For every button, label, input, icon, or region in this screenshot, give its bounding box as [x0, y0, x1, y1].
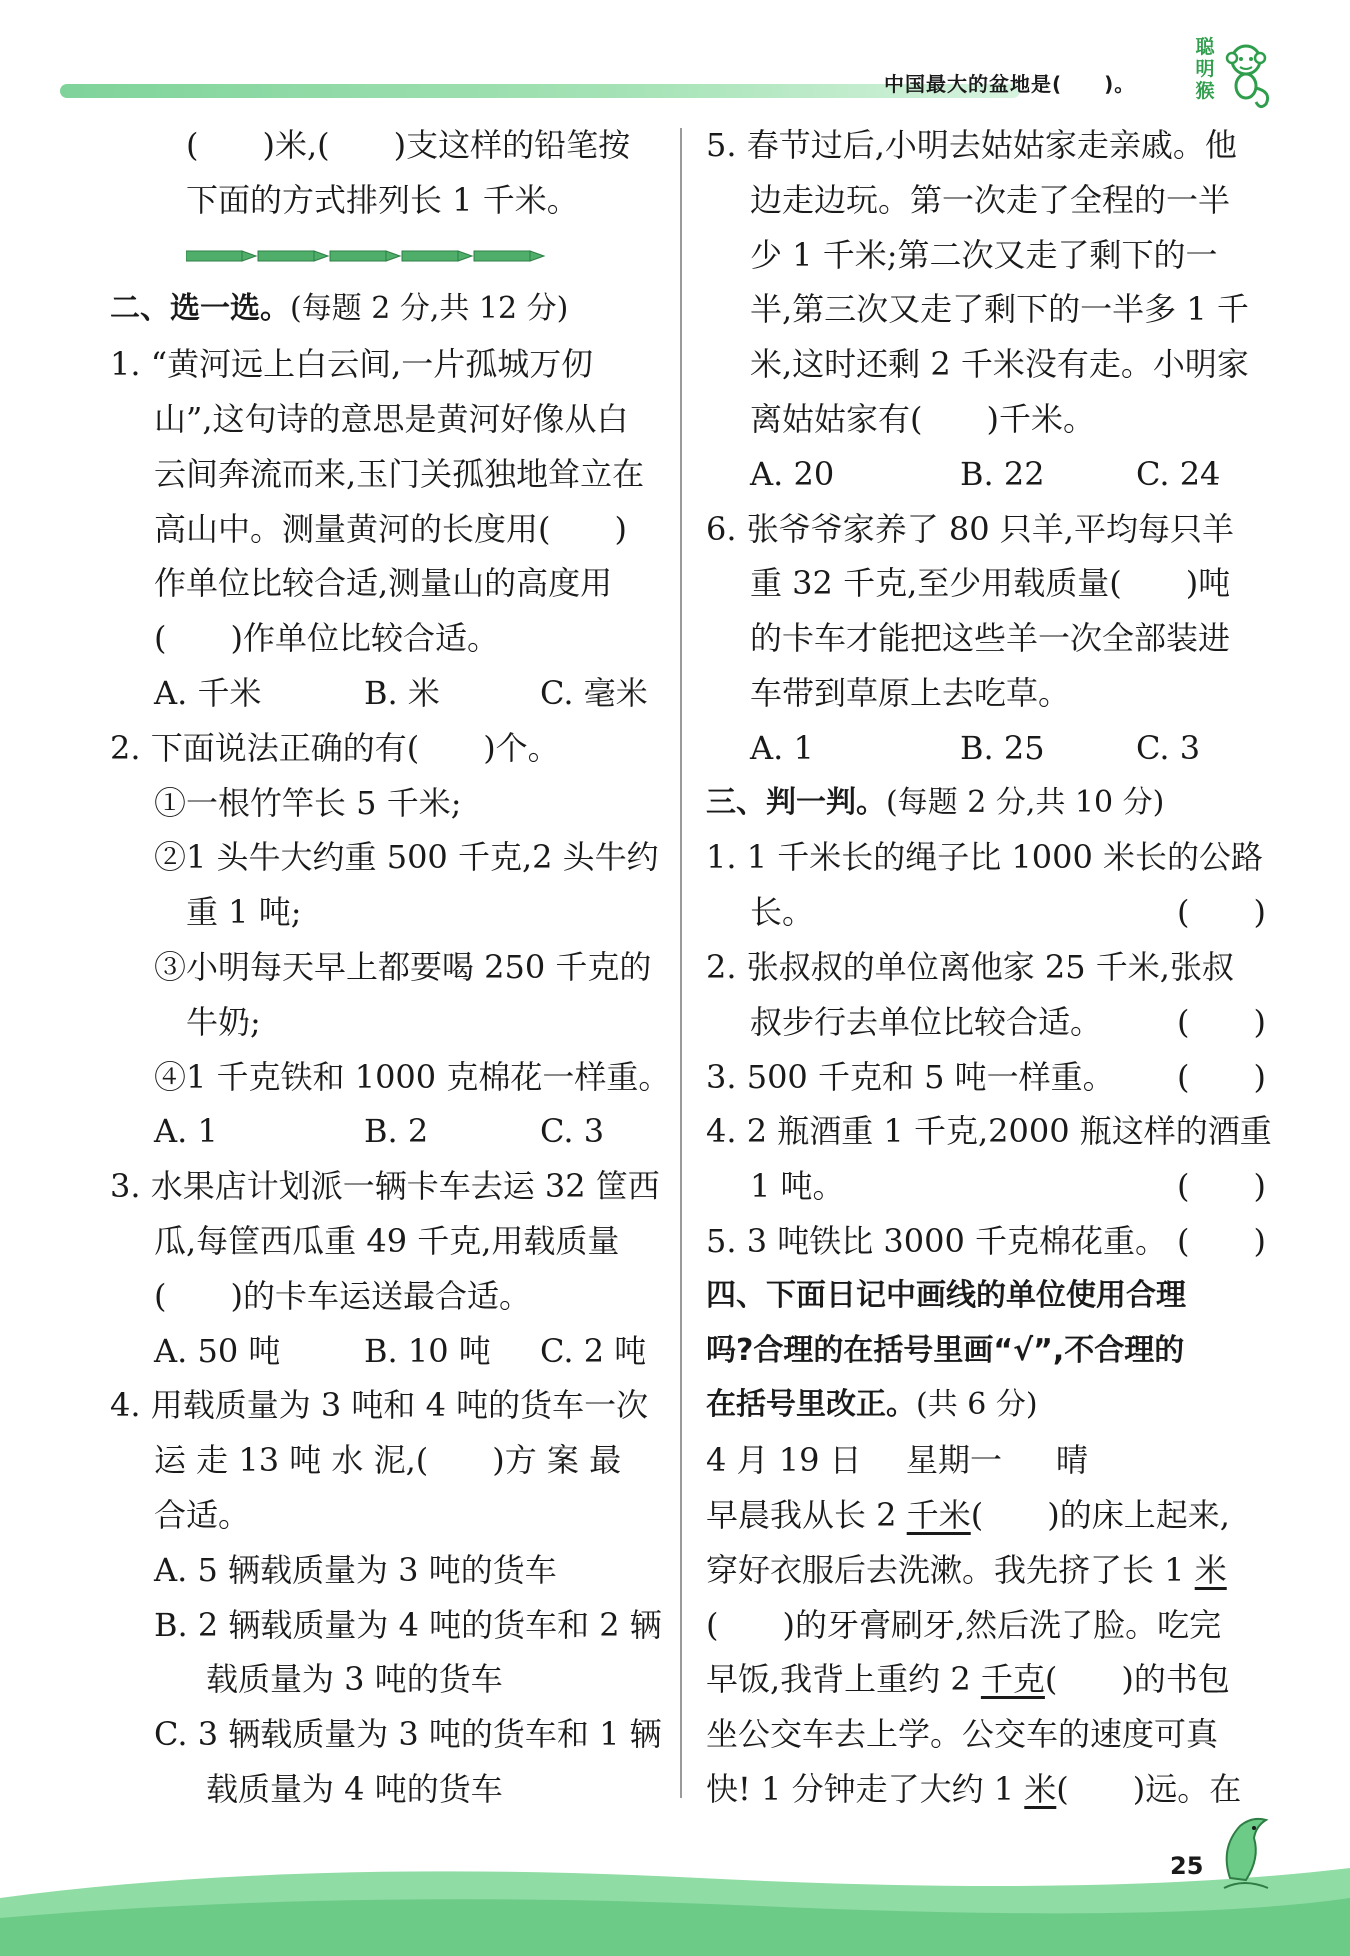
answer-paren: ( ) — [1177, 1002, 1266, 1041]
answer-paren: ( ) — [1177, 1167, 1266, 1206]
option-cont: 载质量为 3 吨的货车 — [206, 1660, 503, 1699]
right-column — [706, 118, 1272, 1817]
answer-paren: ( ) — [1177, 1057, 1266, 1096]
q2-options — [110, 1104, 670, 1159]
intro-line: 下面的方式排列长 1 千米。 — [186, 180, 579, 219]
page-number: 25 — [1170, 1852, 1204, 1880]
header-question: 中国最大的盆地是( )。 — [884, 72, 1136, 96]
option: A. 1 — [750, 728, 814, 767]
q5-options — [706, 447, 1266, 502]
column-divider — [680, 128, 682, 1798]
option: C. 毫米 — [540, 673, 648, 712]
answer-paren: ( ) — [1177, 893, 1266, 932]
q6-options — [706, 721, 1266, 776]
left-column — [110, 118, 670, 1817]
brand-logo — [1190, 36, 1274, 112]
underlined-unit: 千米 — [906, 1495, 971, 1534]
q1-options — [110, 666, 670, 721]
question-1: 1. “黄河远上白云间,一片孤城万仞 山”,这句诗的意思是黄河好像从白 云间奔流而来,玉门关孤独地耸立在 高山中。测量黄河的长度用( ) 作单位比较合适,测量山的高度用 ( )作单位比较合适。 A. 千米 B. 米 C. 毫米 — [110, 337, 670, 721]
section3-heading: 三、判一判。(每题 2 分,共 10 分) — [706, 784, 1165, 820]
underlined-unit: 米 — [1194, 1550, 1227, 1589]
footer-wave — [0, 1858, 1350, 1956]
option: A. 千米 — [154, 673, 262, 712]
diary: 4 月 19 日 星期一 晴 早晨我从长 2 千米( )的床上起来, 穿好衣服后去洗漱。我先挤了长 1 米 ( )的牙膏刷牙,然后洗了脸。吃完 早饭,我背上重约 2 千克( )的书包 坐公交车去上学。公交车的速度可真 快! 1 分钟走了大约 1 米( )远。在 — [706, 1433, 1266, 1817]
question-3: 3. 水果店计划派一辆卡车去运 32 筐西 瓜,每筐西瓜重 49 千克,用载质量 ( )的卡车运送最合适。 A. 50 吨 B. 10 吨 C. 2 吨 — [110, 1159, 670, 1378]
pencil-row — [110, 228, 670, 283]
option: C. 3 — [1136, 728, 1201, 767]
brand-text: 聪 明 猴 — [1195, 36, 1215, 102]
header-band — [60, 84, 1020, 98]
option: A. 20 — [750, 454, 835, 493]
judge-list: 1. 1 千米长的绳子比 1000 米长的公路 长。 ( ) 2. 张叔叔的单位离他家 25 千米,张叔 叔步行去单位比较合适。 ( ) 3. 500 千克和 5 吨一样重。 ( ) 4. 2 瓶酒重 1 千克,2000 瓶这样的酒重 1 吨。 ( ) 5. 3 吨铁比 3000 千克棉花重。 ( ) — [706, 830, 1266, 1268]
diary-date-line: 4 月 19 日 星期一 晴 — [706, 1441, 1089, 1480]
option: C. 24 — [1136, 454, 1221, 493]
monkey-icon — [1220, 40, 1274, 110]
option: B. 2 — [364, 1112, 429, 1151]
answer-paren: ( ) — [1177, 1221, 1266, 1260]
dolphin-icon — [1210, 1808, 1280, 1898]
option-cont: 载质量为 4 吨的货车 — [206, 1769, 503, 1808]
option: C. 2 吨 — [540, 1331, 647, 1370]
question-2: 2. 下面说法正确的有( )个。 ①一根竹竿长 5 千米; ②1 头牛大约重 500 千克,2 头牛约 重 1 吨; ③小明每天早上都要喝 250 千克的 牛奶; ④1 千克铁和 1000 克棉花一样重。 A. 1 B. 2 C. 3 — [110, 721, 670, 1159]
option: B. 2 辆载质量为 4 吨的货车和 2 辆 — [154, 1605, 662, 1644]
option: B. 25 — [960, 728, 1045, 767]
option: C. 3 辆载质量为 3 吨的货车和 1 辆 — [154, 1715, 662, 1754]
q3-options — [110, 1324, 670, 1379]
section2-heading: 二、选一选。(每题 2 分,共 12 分) — [110, 291, 569, 327]
pencils-illustration — [186, 246, 546, 266]
option: A. 50 吨 — [154, 1331, 281, 1370]
question-6: 6. 张爷爷家养了 80 只羊,平均每只羊 重 32 千克,至少用载质量( )吨 的卡车才能把这些羊一次全部装进 车带到草原上去吃草。 A. 1 B. 25 C. 3 — [706, 502, 1266, 776]
underlined-unit: 千克 — [980, 1660, 1045, 1699]
option: B. 10 吨 — [364, 1331, 491, 1370]
intro-line: ( )米,( )支这样的铅笔按 — [186, 126, 631, 164]
underlined-unit: 米 — [1024, 1769, 1057, 1808]
question-5: 5. 春节过后,小明去姑姑家走亲戚。他 边走边玩。第一次走了全程的一半 少 1 千米;第二次又走了剩下的一 半,第三次又走了剩下的一半多 1 千 米,这时还剩 2 千米没有走。小明家 离姑姑家有( )千米。 A. 20 B. 22 C. 24 — [706, 118, 1266, 502]
option: A. 1 — [154, 1112, 218, 1151]
section4-heading: 四、下面日记中画线的单位使用合理 吗?合理的在括号里画“√”,不合理的 在括号里改正。(共 6 分) — [706, 1277, 1186, 1423]
option: B. 22 — [960, 454, 1045, 493]
option: C. 3 — [540, 1112, 605, 1151]
option: B. 米 — [364, 673, 440, 712]
option: A. 5 辆载质量为 3 吨的货车 — [154, 1550, 557, 1589]
question-4: 4. 用载质量为 3 吨和 4 吨的货车一次 运 走 13 吨 水 泥,( )方 案 最 合适。 A. 5 辆载质量为 3 吨的货车 B. 2 辆载质量为 4 吨的货车和 2 辆 载质量为 3 吨的货车 C. 3 辆载质量为 3 吨的货车和 1 辆 载质量为 4 吨的货车 — [110, 1378, 670, 1816]
